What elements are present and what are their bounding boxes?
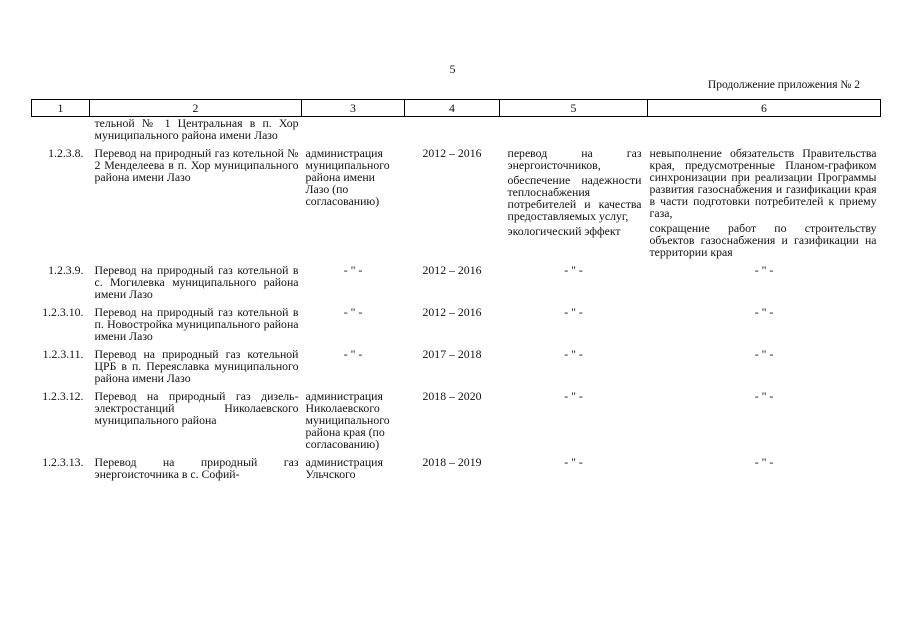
- measure-period: 2017 – 2018: [422, 347, 482, 361]
- measure-name: Перевод на природный газ энергоисточника в с. Софий-: [94, 455, 299, 481]
- measure-number: 1.2.3.8.: [48, 146, 84, 160]
- measure-period: 2018 – 2020: [422, 389, 482, 403]
- measure-name: Перевод на природный газ котельной № 2 Менделеева в п. Хор муниципального района имени Лазо: [94, 146, 299, 184]
- measure-name-continuation: тельной № 1 Центральная в п. Хор муниципального района имени Лазо: [94, 116, 299, 142]
- measure-number: 1.2.3.10.: [42, 305, 84, 319]
- table-row: [32, 390, 881, 456]
- measure-risk: - " -: [754, 305, 774, 319]
- measure-risk: - " -: [754, 455, 774, 469]
- measure-executor: - " -: [343, 263, 363, 277]
- measures-table: [31, 99, 881, 486]
- measure-number: 1.2.3.12.: [42, 389, 84, 403]
- measure-period: 2012 – 2016: [422, 146, 482, 160]
- table-row: [32, 117, 881, 148]
- measure-executor: администрация Ульчского: [305, 455, 383, 481]
- result-paragraph: экологический эффект: [507, 224, 621, 238]
- measure-result: - " -: [564, 389, 583, 403]
- table-row: [32, 456, 881, 486]
- measure-result: - " -: [564, 455, 583, 469]
- measure-period: 2012 – 2016: [422, 305, 482, 319]
- column-header: 3: [302, 100, 405, 117]
- measure-executor: - " -: [343, 347, 363, 361]
- table-row: [32, 348, 881, 390]
- measure-risk: - " -: [754, 347, 774, 361]
- risk-paragraph: сокращение работ по строительству объектов газоснабжения и газификации на территории края: [649, 221, 877, 259]
- measure-period: 2018 – 2019: [422, 455, 482, 469]
- column-header: 6: [648, 100, 881, 117]
- result-paragraph: перевод на газ энергоисточников,: [507, 146, 642, 172]
- table-row: [32, 147, 881, 264]
- column-header: 2: [90, 100, 302, 117]
- measure-result: [500, 147, 648, 264]
- result-paragraph: обеспечение надежности теплоснабжения потребителей и качества предоставляемых услуг,: [507, 173, 642, 223]
- measure-result: - " -: [564, 347, 583, 361]
- measure-executor: - " -: [343, 305, 363, 319]
- measure-number: 1.2.3.9.: [48, 263, 84, 277]
- measure-risk: [648, 147, 881, 264]
- table-row: [32, 264, 881, 306]
- measure-executor: администрация муниципального района имени Лазо (по согласованию): [305, 146, 390, 208]
- measure-number: 1.2.3.11.: [42, 347, 84, 361]
- risk-paragraph: невыполнение обязательств Правительства края, предусмотренные Планом-графиком синхронизации при реализации Программы развития газоснабжения и газификации края в части подготовки потребителей к приему газа,: [649, 146, 877, 220]
- column-header: 1: [32, 100, 90, 117]
- table-header-row: [32, 100, 881, 117]
- measure-name: Перевод на природный газ котельной в с. Могилевка муниципального района имени Лазо: [94, 263, 299, 301]
- table-row: [32, 306, 881, 348]
- measure-risk: - " -: [754, 389, 774, 403]
- appendix-continuation-label: Продолжение приложения № 2: [707, 79, 860, 91]
- measure-name: Перевод на природный газ дизель-электростанций Николаевского муниципального района: [94, 389, 299, 427]
- column-header: 5: [500, 100, 648, 117]
- measure-result: - " -: [564, 305, 583, 319]
- measure-risk: - " -: [754, 263, 774, 277]
- measure-name: Перевод на природный газ котельной ЦРБ в п. Переяславка муниципального района имени Лазо: [94, 347, 299, 385]
- measure-result: - " -: [564, 263, 583, 277]
- column-header: 4: [405, 100, 500, 117]
- measure-period: 2012 – 2016: [422, 263, 482, 277]
- measure-name: Перевод на природный газ котельной в п. Новостройка муниципального района имени Лазо: [94, 305, 299, 343]
- measure-executor: администрация Николаевского муниципального района края (по согласованию): [305, 389, 390, 451]
- page-number: 5: [449, 62, 456, 76]
- measure-number: 1.2.3.13.: [42, 455, 84, 469]
